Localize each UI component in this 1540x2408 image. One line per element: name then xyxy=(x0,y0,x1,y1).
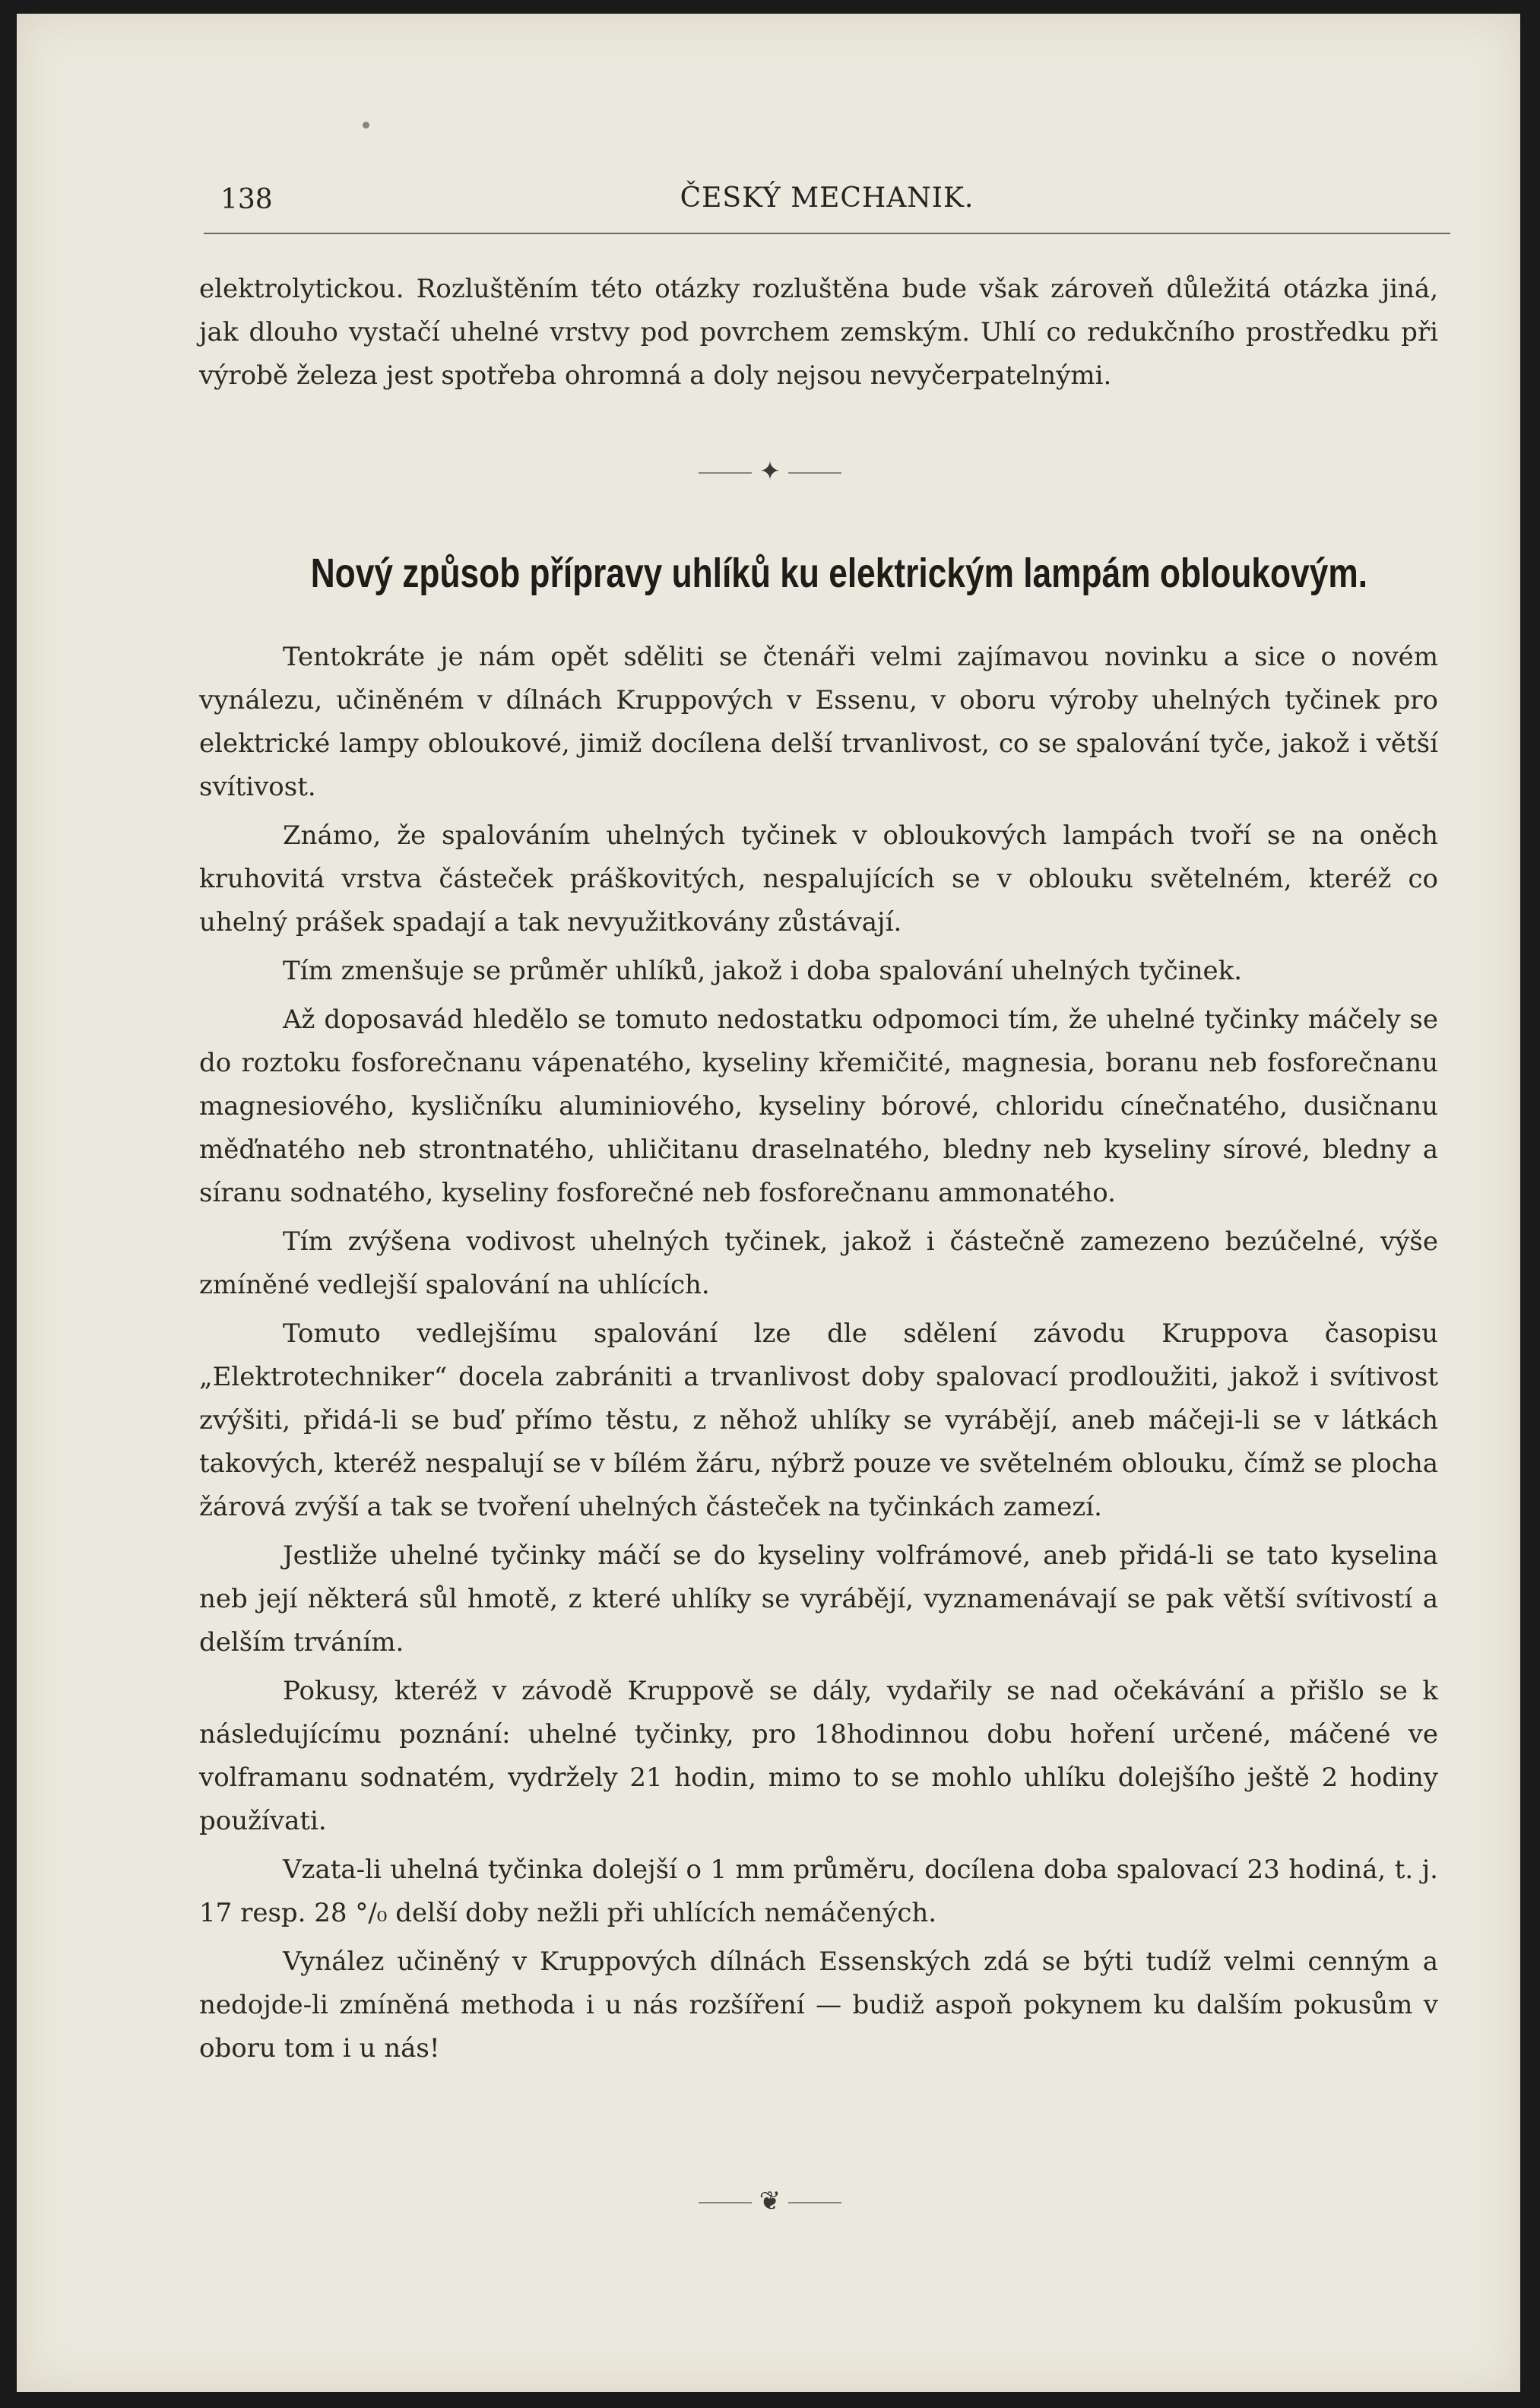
ornament-line-right xyxy=(788,472,841,474)
end-ornament xyxy=(0,2186,1540,2216)
paragraph: Tentokráte je nám opět sděliti se čtenáři velmi zajímavou novinku a sice o novém vynálezu, učiněném v dílnách Kruppových v Essenu, v oboru výroby uhelných tyčinek pro elektrické lampy obloukové, jimiž docílena delší trvanlivost, co se spalování tyče, jakož i větší svítivost. xyxy=(199,642,1438,802)
paragraph: Vynález učiněný v Kruppových dílnách Essenských zdá se býti tudíž velmi cenným a nedojde-li zmíněná methoda i u nás rozšíření — budiž aspoň pokynem ku dalším pokusům v oboru tom i u nás! xyxy=(199,1946,1438,2064)
ornament-line-right xyxy=(788,2202,841,2203)
paragraph: Vzata-li uhelná tyčinka dolejší o 1 mm průměru, docílena doba spalovací 23 hodiná, t. j. 17 resp. 28 °/₀ delší doby nežli při uhlících nemáčených. xyxy=(199,1854,1438,1928)
page-header xyxy=(204,181,1450,227)
header-rule xyxy=(204,233,1450,234)
ornament-symbol: ❦ xyxy=(759,2186,781,2216)
paragraph: Pokusy, kteréž v závodě Kruppově se dály, vydařily se nad očekávání a přišlo se k následujícímu poznání: uhelné tyčinky, pro 18hodinnou dobu hoření určené, máčené ve volframanu sodnatém, vydržely 21 hodin, mimo to se mohlo uhlíku dolejšího ještě 2 hodiny používati. xyxy=(199,1676,1438,1836)
ornament-line-left xyxy=(699,2202,752,2203)
page-number: 138 xyxy=(220,184,273,215)
paragraph: Jestliže uhelné tyčinky máčí se do kyseliny volfrámové, aneb přidá-li se tato kyselina neb její některá sůl hmotě, z které uhlíky se vyrábějí, vyznamenávají se pak větší svítivostí a delším trváním. xyxy=(199,1540,1438,1658)
paragraph: Tomuto vedlejšímu spalování lze dle sdělení závodu Kruppova časopisu „Elektrotechniker“ docela zabrániti a trvanlivost doby spalovací prodloužiti, jakož i svítivost zvýšiti, přidá-li se buď přímo těstu, z něhož uhlíky se vyrábějí, aneb máčeji-li se v látkách takových, kteréž nespalují se v bílém žáru, nýbrž pouze ve světelném oblouku, čímž se plocha žárová zvýší a tak se tvoření uhelných částeček na tyčinkách zamezí. xyxy=(199,1318,1438,1522)
paragraph: Tím zmenšuje se průměr uhlíků, jakož i doba spalování uhelných tyčinek. xyxy=(283,956,1243,986)
article-body xyxy=(199,636,1438,2076)
ornament-line-left xyxy=(699,472,752,474)
running-title: ČESKÝ MECHANIK. xyxy=(680,182,974,214)
section-ornament xyxy=(0,456,1540,487)
ornament-symbol: ✦ xyxy=(759,456,781,487)
paragraph: Známo, že spalováním uhelných tyčinek v obloukových lampách tvoří se na oněch kruhovitá vrstva částeček práškovitých, nespalujících se v oblouku světelném, kteréž co uhelný prášek spadají a tak nevyužitkovány zůstávají. xyxy=(199,820,1438,938)
article-title: Nový způsob přípravy uhlíků ku elektrickým lampám obloukovým. xyxy=(310,550,1368,596)
continuation-paragraph: elektrolytickou. Rozluštěním této otázky rozluštěna bude však zároveň důležitá otázka jiná, jak dlouho vystačí uhelné vrstvy pod povrchem zemským. Uhlí co redukčního prostředku při výrobě železa jest spotřeba ohromná a doly nejsou nevyčerpatelnými. xyxy=(199,274,1438,391)
paragraph: Tím zvýšena vodivost uhelných tyčinek, jakož i částečně zamezeno bezúčelné, výše zmíněné vedlejší spalování na uhlících. xyxy=(199,1226,1438,1300)
paragraph: Až doposavád hledělo se tomuto nedostatku odpomoci tím, že uhelné tyčinky máčely se do roztoku fosforečnanu vápenatého, kyseliny křemičité, magnesia, boranu neb fosforečnanu magnesiového, kysličníku aluminiového, kyseliny bórové, chloridu cínečnatého, dusičnanu měďnatého neb strontnatého, uhličitanu draselnatého, bledny neb kyseliny sírové, bledny a síranu sodnatého, kyseliny fosforečné neb fosforečnanu ammonatého. xyxy=(199,1004,1438,1208)
ink-speck xyxy=(363,122,369,128)
